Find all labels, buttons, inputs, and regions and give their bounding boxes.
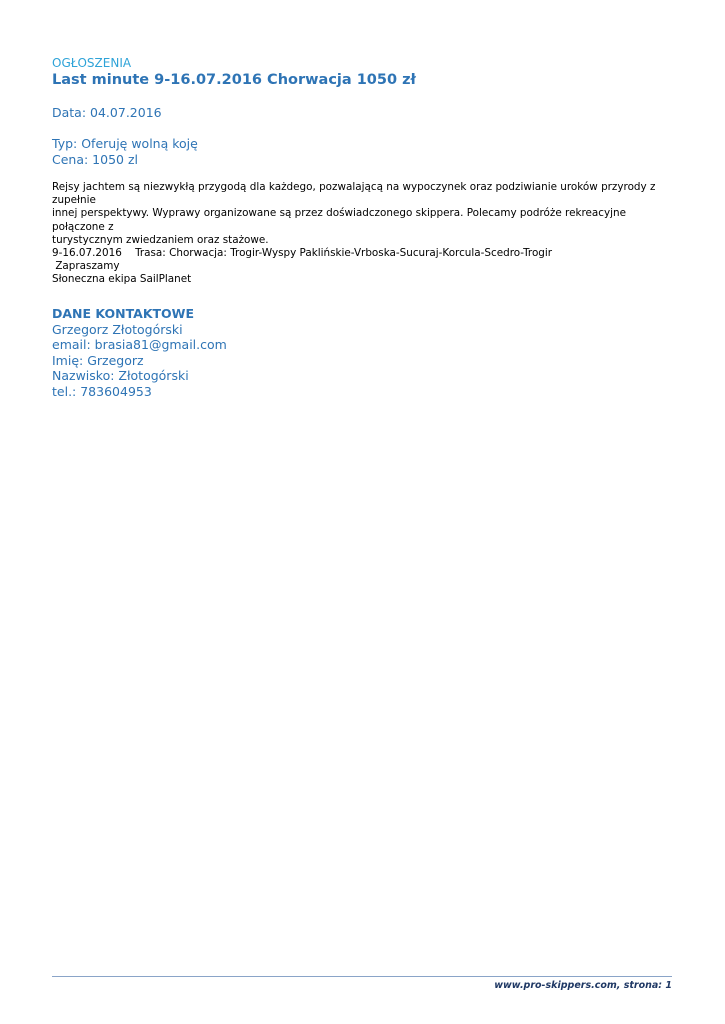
contact-name: Grzegorz Złotogórski	[52, 321, 183, 337]
listing-type: Typ: Oferuję wolną koję	[52, 136, 198, 151]
contact-section	[52, 306, 227, 399]
contact-phone: tel.: 783604953	[52, 383, 152, 399]
description-line: 9-16.07.2016 Trasa: Chorwacja: Trogir-Wyspy Paklińskie-Vrboska-Sucuraj-Korcula-Scedro-Trogir	[52, 247, 553, 260]
listing-date: Data: 04.07.2016	[52, 105, 162, 120]
contact-first-name: Imię: Grzegorz	[52, 352, 144, 368]
description-line: Zapraszamy	[52, 260, 120, 273]
contact-last-name: Nazwisko: Złotogórski	[52, 368, 189, 383]
listing-meta	[52, 136, 198, 167]
contact-heading: DANE KONTAKTOWE	[52, 306, 195, 321]
listing-description	[52, 181, 682, 287]
contact-email[interactable]: email: brasia81@gmail.com	[52, 337, 227, 352]
description-line: turystycznym zwiedzaniem oraz stażowe.	[52, 233, 269, 246]
listing-price: Cena: 1050 zl	[52, 151, 139, 167]
description-line: Słoneczna ekipa SailPlanet	[52, 273, 192, 286]
description-line: innej perspektywy. Wyprawy organizowane są przez doświadczonego skippera. Polecamy podróże rekreacyjne połączone z	[52, 207, 630, 233]
footer-text[interactable]: www.pro-skippers.com, strona: 1	[494, 980, 672, 991]
section-label: OGŁOSZENIA	[52, 56, 132, 70]
footer-divider	[52, 976, 672, 977]
description-line: Rejsy jachtem są niezwykłą przygodą dla każdego, pozwalającą na wypoczynek oraz podziwianie uroków przyrody z zupełnie	[52, 181, 659, 207]
listing-title: Last minute 9-16.07.2016 Chorwacja 1050 zł	[52, 72, 416, 88]
